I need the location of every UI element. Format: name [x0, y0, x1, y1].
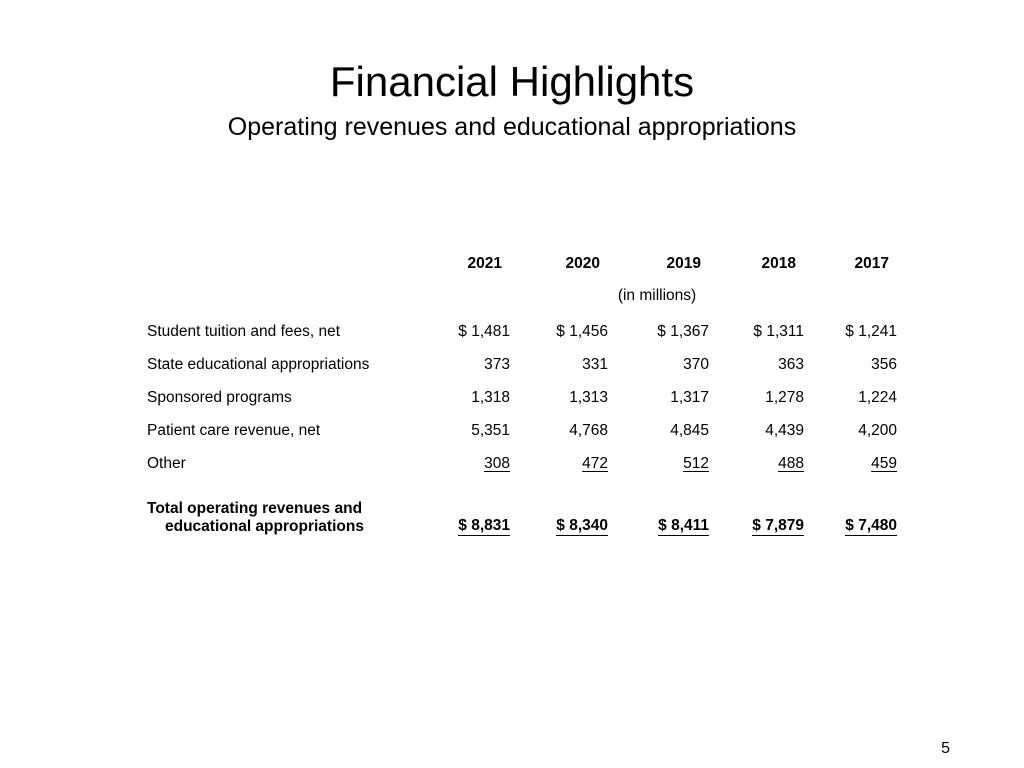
cell-value: 4,200 — [858, 421, 897, 439]
cell-value: 4,439 — [765, 421, 804, 439]
cell-value: 1,224 — [858, 388, 897, 406]
cell-value: 363 — [778, 355, 804, 373]
total-label — [147, 480, 437, 538]
cell-value: 373 — [484, 355, 510, 373]
header-label-cell — [147, 251, 437, 277]
year-header: 2017 — [854, 255, 889, 272]
cell-value: 5,351 — [471, 421, 510, 439]
cell-value: 4,768 — [569, 421, 608, 439]
units-row — [147, 277, 897, 315]
total-value: $ 8,340 — [556, 517, 608, 534]
cell-value: 472 — [582, 454, 608, 472]
total-value: $ 7,879 — [752, 517, 804, 534]
units-cell — [437, 277, 897, 315]
units-label: (in millions) — [617, 287, 697, 304]
cell-value: 488 — [778, 454, 804, 472]
cell-value: 1,317 — [670, 388, 709, 406]
cell-value: $ 1,456 — [556, 322, 608, 340]
cell-value: $ 1,311 — [753, 322, 804, 340]
cell-value: 370 — [683, 355, 709, 373]
year-header: 2020 — [565, 255, 600, 272]
row-label: State educational appropriations — [147, 355, 370, 373]
revenue-table — [147, 251, 897, 538]
table-row — [147, 447, 897, 480]
row-label: Student tuition and fees, net — [147, 322, 341, 340]
year-header: 2018 — [761, 255, 796, 272]
total-value: $ 8,831 — [458, 517, 510, 534]
cell-value: 331 — [582, 355, 608, 373]
table-row — [147, 414, 897, 447]
row-label: Sponsored programs — [147, 388, 292, 406]
total-value: $ 8,411 — [658, 517, 709, 534]
total-label-line1: Total operating revenues and — [147, 500, 363, 517]
table-header-row — [147, 251, 897, 277]
cell-value: $ 1,241 — [845, 322, 897, 340]
cell-value: 459 — [871, 454, 897, 472]
total-row — [147, 480, 897, 538]
table-row — [147, 348, 897, 381]
total-value: $ 7,480 — [845, 517, 897, 534]
cell-value: 1,313 — [569, 388, 608, 406]
cell-value: $ 1,481 — [458, 322, 510, 340]
page-title: Financial Highlights — [329, 58, 695, 105]
table-row — [147, 315, 897, 348]
cell-value: 4,845 — [670, 421, 709, 439]
page-subtitle: Operating revenues and educational appropriations — [227, 113, 797, 141]
table-row — [147, 381, 897, 414]
cell-value: 512 — [683, 454, 709, 472]
total-label-line2: educational appropriations — [165, 518, 364, 535]
page-number: 5 — [941, 740, 950, 757]
cell-value: $ 1,367 — [657, 322, 709, 340]
cell-value: 308 — [484, 454, 510, 472]
cell-value: 1,278 — [765, 388, 804, 406]
year-header: 2021 — [467, 255, 502, 272]
cell-value: 356 — [871, 355, 897, 373]
financial-table — [147, 251, 897, 538]
year-header: 2019 — [666, 255, 701, 272]
cell-value: 1,318 — [471, 388, 510, 406]
row-label: Patient care revenue, net — [147, 421, 321, 439]
row-label: Other — [147, 454, 186, 472]
